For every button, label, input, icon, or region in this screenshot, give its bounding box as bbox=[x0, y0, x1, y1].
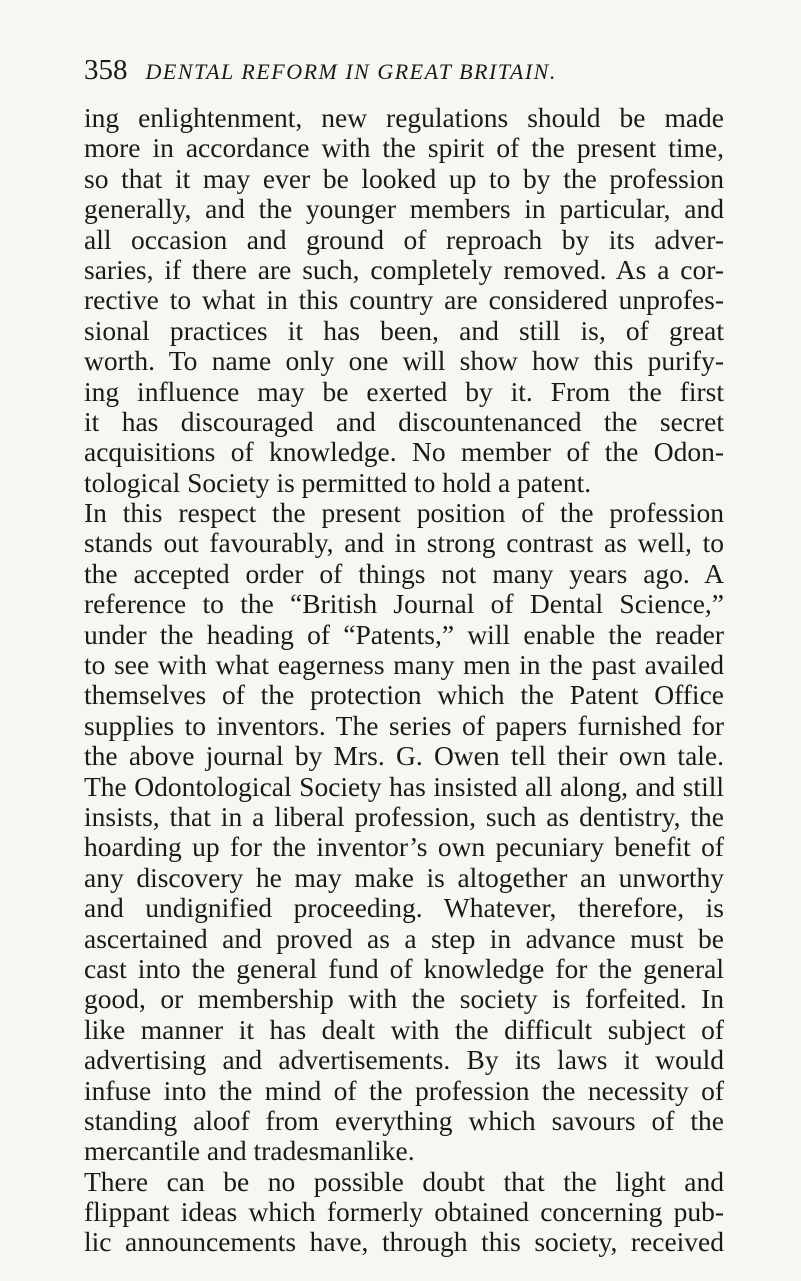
text-line: the accepted order of things not many years ago. A bbox=[84, 557, 724, 589]
text-line: rective to what in this country are considered unprofes- bbox=[84, 284, 724, 316]
text-line: The Odontological Society has insisted all along, and still bbox=[84, 770, 724, 802]
running-head bbox=[84, 54, 724, 94]
text-line: themselves of the protection which the Patent Office bbox=[84, 679, 724, 711]
text-line: flippant ideas which formerly obtained concerning pub- bbox=[84, 1196, 724, 1228]
text-line: ing enlightenment, new regulations should be made bbox=[84, 102, 724, 133]
page-number: 358 bbox=[84, 54, 128, 86]
text-line: infuse into the mind of the profession the necessity of bbox=[84, 1074, 724, 1106]
text-line: the above journal by Mrs. G. Owen tell their own tale. bbox=[84, 740, 724, 772]
text-line: any discovery he may make is altogether an unworthy bbox=[84, 861, 724, 893]
text-line: sional practices it has been, and still is, of great bbox=[84, 314, 724, 346]
text-line: to see with what eagerness many men in the past availed bbox=[84, 649, 724, 681]
text-line: good, or membership with the society is forfeited. In bbox=[84, 983, 724, 1015]
text-line: ing influence may be exerted by it. From the first bbox=[84, 375, 724, 407]
text-line: acquisitions of knowledge. No member of the Odon- bbox=[84, 436, 724, 468]
text-line: insists, that in a liberal profession, such as dentistry, the bbox=[84, 800, 724, 832]
text-line: tological Society is permitted to hold a patent. bbox=[84, 466, 592, 498]
text-line: and undignified proceeding. Whatever, therefore, is bbox=[84, 892, 724, 924]
text-line: standing aloof from everything which savours of the bbox=[84, 1104, 724, 1136]
text-line: ascertained and proved as a step in advance must be bbox=[84, 922, 724, 954]
text-line: supplies to inventors. The series of papers furnished for bbox=[84, 709, 724, 741]
text-line: advertising and advertisements. By its laws it would bbox=[84, 1044, 724, 1076]
text-line: In this respect the present position of the profession bbox=[84, 497, 724, 529]
text-line: so that it may ever be looked up to by the profession bbox=[84, 162, 724, 194]
text-line: worth. To name only one will show how this purify- bbox=[84, 345, 724, 377]
text-line: hoarding up for the inventor’s own pecuniary benefit of bbox=[84, 831, 724, 863]
text-line: cast into the general fund of knowledge for the general bbox=[84, 952, 724, 984]
text-line: stands out favourably, and in strong contrast as well, to bbox=[84, 527, 724, 559]
text-line: reference to the “British Journal of Dental Science,” bbox=[84, 588, 724, 620]
text-line: generally, and the younger members in particular, and bbox=[84, 193, 724, 225]
text-line: more in accordance with the spirit of the present time, bbox=[84, 132, 724, 164]
text-line: There can be no possible doubt that the light and bbox=[84, 1165, 724, 1197]
text-line: saries, if there are such, completely removed. As a cor- bbox=[84, 253, 724, 285]
text-line: under the heading of “Patents,” will enable the reader bbox=[84, 618, 724, 650]
body-text bbox=[84, 103, 724, 1258]
text-line: lic announcements have, through this society, received bbox=[84, 1226, 724, 1258]
text-line: mercantile and tradesmanlike. bbox=[84, 1135, 415, 1167]
text-line: like manner it has dealt with the difficult subject of bbox=[84, 1013, 724, 1045]
text-line: it has discouraged and discountenanced the secret bbox=[84, 405, 724, 437]
running-title: DENTAL REFORM IN GREAT BRITAIN. bbox=[145, 59, 557, 84]
text-line: all occasion and ground of reproach by its adver- bbox=[84, 223, 724, 255]
